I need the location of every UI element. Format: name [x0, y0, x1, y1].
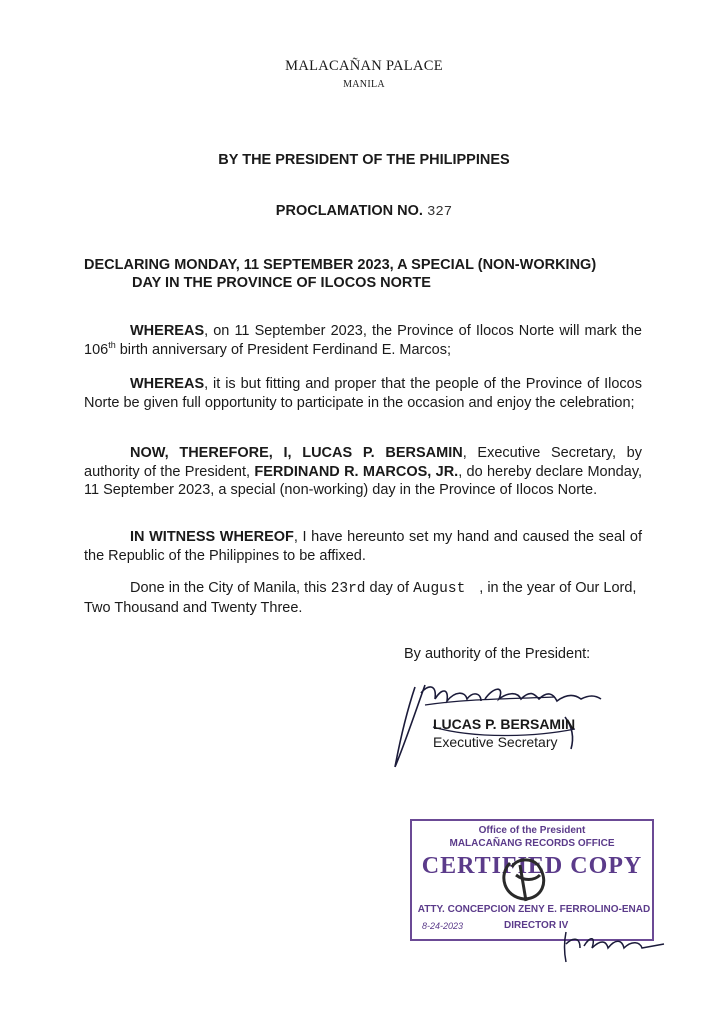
proclamation-number-line — [0, 203, 728, 220]
whereas-paragraph-2 — [84, 375, 642, 412]
whereas-2-lead: WHEREAS — [130, 376, 205, 392]
whereas-2-text: , it is but fitting and proper that the people of the Province of Ilocos Norte be given full opportunity to participate in the occasion and enjoy the celebration; — [84, 376, 642, 411]
done-text-c: , in the year of Our Lord, Two Thousand and Twenty Three. — [84, 580, 637, 616]
signatory-title: Executive Secretary — [433, 734, 558, 750]
witness-lead: IN WITNESS WHEREOF — [130, 529, 294, 545]
stamp-date: 8-24-2023 — [422, 921, 464, 931]
done-text-a: Done in the City of Manila, this — [130, 580, 331, 596]
whereas-1-text-a: , on 11 September 2023, the Province of Ilocos Norte will mark the 106 — [84, 323, 642, 358]
done-month: August — [413, 581, 466, 597]
stamp-certified-copy: CERTIFIED COPY — [421, 853, 643, 879]
declaration-line-1: DECLARING MONDAY, 11 SEPTEMBER 2023, A SPECIAL (NON-WORKING) — [84, 257, 597, 273]
stamp-office: Office of the President — [478, 825, 586, 836]
by-authority-line: By authority of the President: — [404, 646, 591, 662]
city-heading: MANILA — [343, 79, 385, 90]
proclamation-number: 327 — [426, 204, 453, 220]
stamp-initials-scribble — [490, 845, 560, 915]
whereas-1-lead: WHEREAS — [130, 323, 205, 339]
stamp-position: DIRECTOR IV — [504, 920, 569, 931]
now-therefore-text-a: , Executive Secretary, by authority of the President, — [84, 445, 642, 480]
handwritten-initials — [560, 922, 670, 966]
declaration-title — [84, 256, 644, 292]
done-text-b: day of — [365, 580, 414, 596]
now-therefore-text-b: , do hereby declare Monday, 11 September 2023, a special (non-working) day in the Province of Ilocos Norte. — [84, 463, 643, 498]
witness-text: , I have hereunto set my hand and caused the seal of the Republic of the Philippines to be affixed. — [84, 529, 642, 564]
issuer-heading: BY THE PRESIDENT OF THE PHILIPPINES — [218, 152, 510, 168]
president-name: FERDINAND R. MARCOS, JR. — [254, 463, 459, 480]
whereas-paragraph-1 — [84, 322, 642, 359]
stamp-officer: ATTY. CONCEPCION ZENY E. FERROLINO-ENAD — [417, 904, 651, 915]
whereas-1-sup: th — [108, 339, 116, 350]
proclamation-label: PROCLAMATION NO. — [275, 203, 423, 219]
now-therefore-lead: NOW, THEREFORE, I, LUCAS P. BERSAMIN — [130, 445, 463, 461]
signatory-name: LUCAS P. BERSAMIN — [433, 716, 576, 732]
now-therefore-paragraph — [84, 444, 642, 500]
witness-paragraph — [84, 528, 642, 565]
whereas-1-text-b: birth anniversary of President Ferdinand E. Marcos; — [115, 341, 451, 358]
done-day: 23rd — [330, 581, 366, 597]
palace-heading: MALACAÑAN PALACE — [285, 58, 443, 74]
done-paragraph — [84, 579, 642, 617]
stamp-records-office: MALACAÑANG RECORDS OFFICE — [449, 838, 615, 849]
declaration-line-2: DAY IN THE PROVINCE OF ILOCOS NORTE — [132, 275, 431, 291]
